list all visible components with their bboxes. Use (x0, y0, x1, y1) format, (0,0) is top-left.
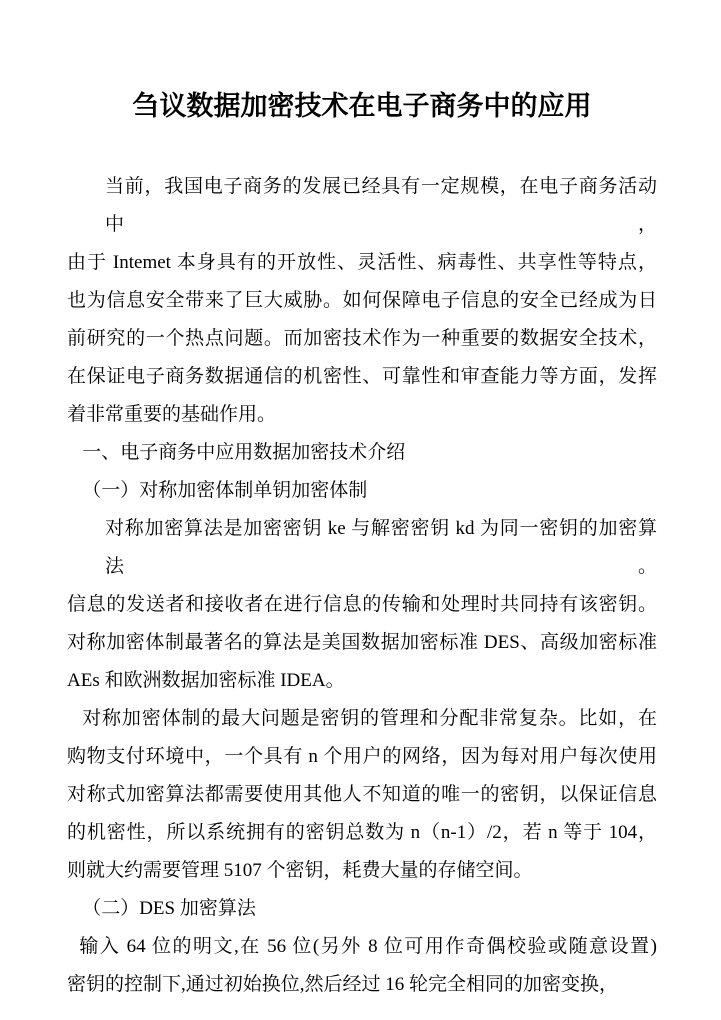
text-line: 输入 64 位的明文,在 56 位(另外 8 位可用作奇偶校验或随意设置) (79, 936, 657, 957)
text-line: 前研究的一个热点问题。而加密技术作为一种重要的数据安全技术， (67, 328, 657, 349)
text-line: 对称加密体制最著名的算法是美国数据加密标准 DES、高级加密标准 (67, 632, 657, 653)
text-line: 密钥的控制下,通过初始换位,然后经过 16 轮完全相同的加密变换， (67, 974, 619, 995)
text-line: 在保证电子商务数据通信的机密性、可靠性和审查能力等方面，发挥 (67, 366, 657, 387)
text-line: 对称加密算法是加密密钥 ke 与解密密钥 kd 为同一密钥的加密算法。 (105, 518, 657, 577)
text-line: 由于 Intemet 本身具有的开放性、灵活性、病毒性、共享性等特点， (67, 252, 657, 273)
text-line: 则就大约需要管理 5107 个密钥，耗费大量的存储空间。 (67, 860, 533, 881)
text-line: 也为信息安全带来了巨大威胁。如何保障电子信息的安全已经成为日 (67, 290, 657, 311)
document-title: 刍议数据加密技术在电子商务中的应用 (132, 91, 592, 121)
text-line: 对称式加密算法都需要使用其他人不知道的唯一的密钥，以保证信息 (67, 784, 657, 805)
text-line: 信息的发送者和接收者在进行信息的传输和处理时共同持有该密钥。 (67, 594, 657, 615)
text-line: 对称加密体制的最大问题是密钥的管理和分配非常复杂。比如，在 (82, 708, 657, 729)
text-line: 的机密性，所以系统拥有的密钥总数为 n（n-1）/2，若 n 等于 104， (67, 822, 657, 843)
text-line: （一）对称加密体制单钥加密体制 (82, 480, 368, 501)
text-line: 一、电子商务中应用数据加密技术介绍 (82, 442, 406, 463)
text-line: 当前，我国电子商务的发展已经具有一定规模，在电子商务活动中， (105, 176, 657, 235)
text-line: （二）DES 加密算法 (82, 898, 256, 919)
text-line: 着非常重要的基础作用。 (67, 404, 277, 425)
text-line: AEs 和欧洲数据加密标准 IDEA。 (67, 670, 345, 691)
document-body (67, 168, 657, 1004)
text-line: 购物支付环境中，一个具有 n 个用户的网络，因为每对用户每次使用 (67, 746, 657, 767)
